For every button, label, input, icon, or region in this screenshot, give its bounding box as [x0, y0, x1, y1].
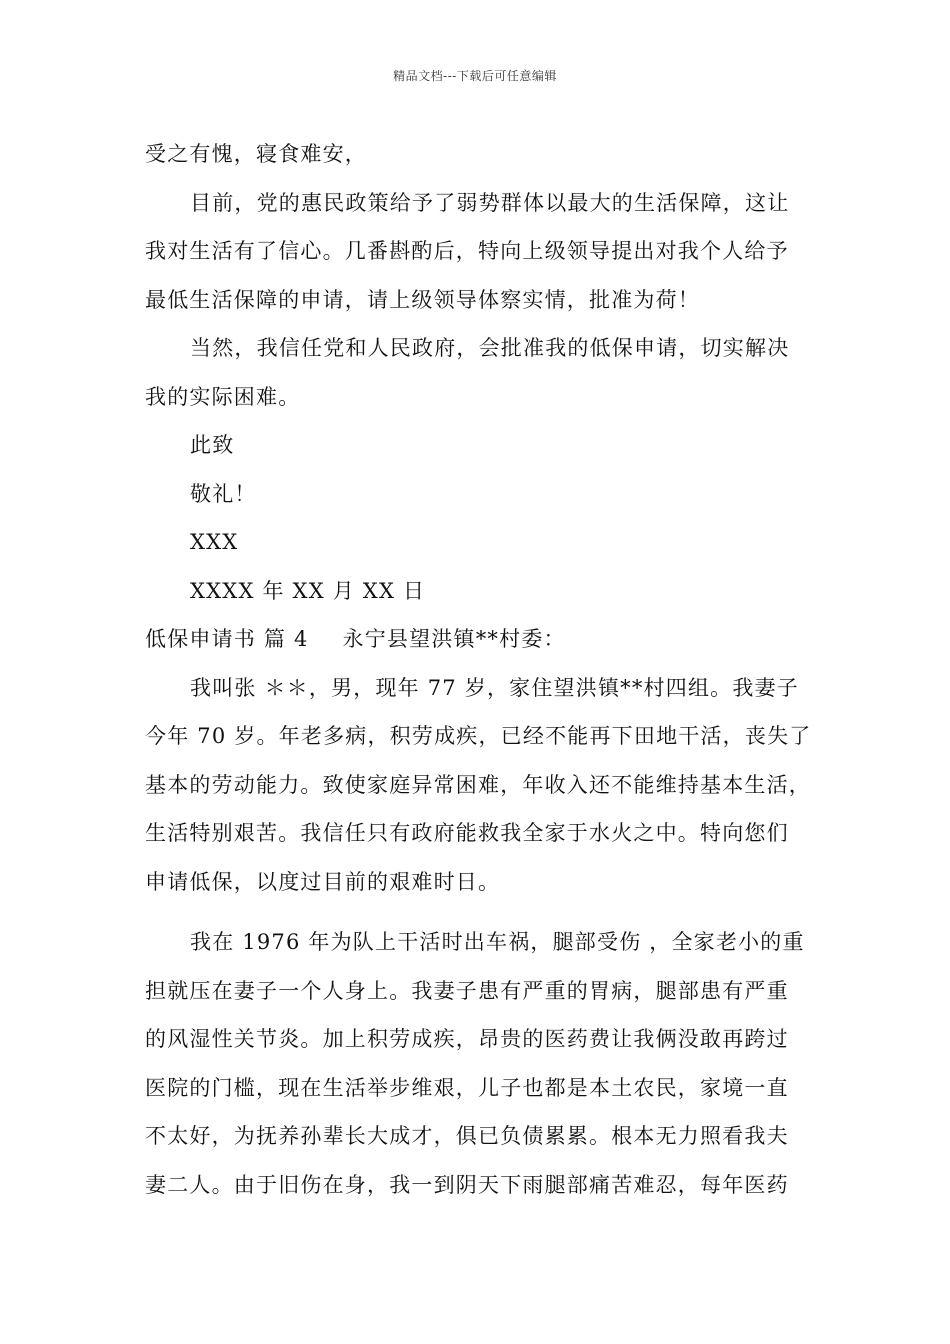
text-line: 生活特别艰苦。我信任只有政府能救我全家于水火之中。特向您们	[145, 821, 789, 845]
text-line: 担就压在妻子一个人身上。我妻子患有严重的胃病，腿部患有严重	[145, 978, 789, 1003]
text-line: 我叫张 ＊＊，男，现年 77 岁，家住望洪镇**村四组。我妻子	[190, 675, 799, 700]
text-line: 受之有愧，寝食难安，	[145, 142, 367, 166]
text-line: 基本的劳动能力。致使家庭异常困难，年收入还不能维持基本生活，	[145, 772, 811, 797]
closing-salutation: 此致	[190, 433, 235, 457]
signature-name: XXX	[190, 530, 239, 554]
signature-date: XXXX 年 XX 月 XX 日	[190, 578, 426, 603]
text-line: 不太好，为抚养孙辈长大成才，俱已负债累累。根本无力照看我夫	[145, 1124, 789, 1148]
text-line: 我对生活有了信心。几番斟酌后，特向上级领导提出对我个人给予	[145, 239, 789, 263]
closing-regards: 敬礼！	[190, 481, 257, 506]
text-line: 最低生活保障的申请，请上级领导体察实情，批准为荷！	[145, 287, 700, 312]
document-body	[145, 130, 815, 1209]
text-line: 医院的门槛，现在生活举步维艰，儿子也都是本土农民，家境一直	[145, 1075, 789, 1100]
text-line: 今年 70 岁。年老多病，积劳成疾，已经不能再下田地干活，丧失了	[145, 724, 812, 748]
text-line: 当然，我信任党和人民政府，会批准我的低保申请，切实解决	[190, 336, 790, 360]
text-line: 的风湿性关节炎。加上积劳成疾，昂贵的医药费让我俩没敢再跨过	[145, 1027, 789, 1051]
section-heading: 低保申请书 篇 4	[145, 627, 309, 651]
text-line: 妻二人。由于旧伤在身，我一到阴天下雨腿部痛苦难忍，每年医药	[145, 1172, 789, 1197]
text-line: 目前，党的惠民政策给予了弱势群体以最大的生活保障，这让	[190, 190, 790, 215]
text-line: 申请低保，以度过目前的艰难时日。	[145, 869, 501, 894]
text-line: 我在 1976 年为队上干活时出车祸，腿部受伤 ，全家老小的重	[190, 930, 805, 954]
addressee: 永宁县望洪镇**村委：	[342, 627, 566, 651]
header-note: 精品文档---下载后可任意编辑	[393, 69, 557, 83]
section-heading-line	[145, 615, 815, 664]
paragraph-gap	[145, 906, 815, 918]
text-line: 我的实际困难。	[145, 384, 301, 409]
